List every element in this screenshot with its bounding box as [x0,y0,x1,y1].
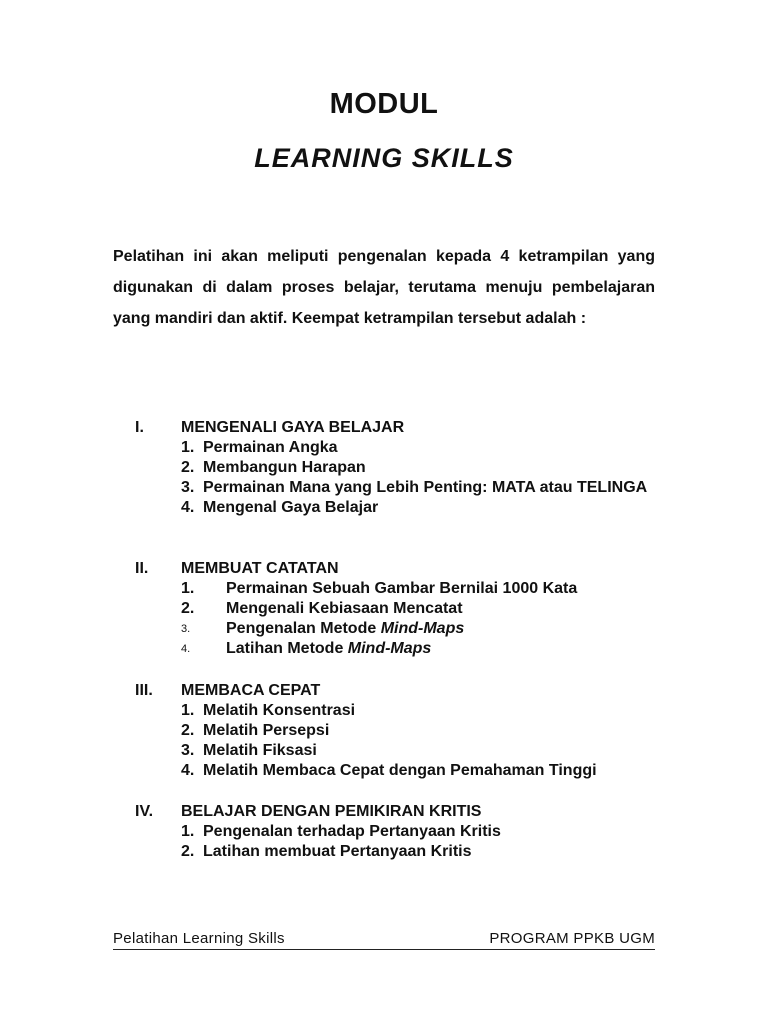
section-numeral: I. [135,419,144,436]
item-number: 1. [181,702,195,719]
section-numeral: IV. [135,803,154,820]
list-item [181,761,655,781]
item-text-main: Latihan Metode [226,640,348,657]
item-text: Membangun Harapan [203,459,366,476]
list-item [181,599,655,619]
list-item [181,619,655,639]
item-text: Mengenali Kebiasaan Mencatat [226,600,463,617]
item-text-main: Pengenalan Metode [226,620,381,637]
list-item [181,478,655,498]
item-number: 1. [181,823,195,840]
item-text [226,639,655,659]
list-item [181,438,655,458]
document-subtitle: LEARNING SKILLS [254,143,514,173]
item-number: 2. [181,722,195,739]
section-heading: MENGENALI GAYA BELAJAR [181,419,405,436]
item-text-emphasis: Mind-Maps [347,640,432,657]
item-number: 3. [181,479,195,496]
item-number: 3. [181,623,191,635]
item-text [226,619,655,639]
section-numeral: III. [135,682,153,699]
item-text: Pengenalan terhadap Pertanyaan Kritis [203,823,501,840]
item-text: Melatih Konsentrasi [203,702,356,719]
list-item [181,701,655,721]
document-title: MODUL [329,88,439,120]
footer-left-text: Pelatihan Learning Skills [113,930,285,947]
section-heading: MEMBACA CEPAT [181,682,321,699]
item-text: Melatih Fiksasi [203,742,317,759]
list-item [181,842,655,862]
list-item [181,822,655,842]
item-number: 2. [181,459,195,476]
intro-paragraph: Pelatihan ini akan meliputi pengenalan kepada 4 ketrampilan yang digunakan di dalam proses belajar, terutama menuju pembelajaran yang mandiri dan aktif. Keempat ketrampilan tersebut adalah : [113,248,655,327]
item-number: 3. [181,742,195,759]
list-item [181,721,655,741]
section-items [181,579,655,659]
item-text: Permainan Mana yang Lebih Penting: MATA atau TELINGA [203,479,648,496]
list-item [181,639,655,659]
list-item [181,579,655,599]
item-text: Mengenal Gaya Belajar [203,499,379,516]
item-text-emphasis: Mind-Maps [380,620,465,637]
section-numeral: II. [135,560,149,577]
item-number: 2. [181,843,195,860]
item-text: Latihan membuat Pertanyaan Kritis [203,843,472,860]
item-text: Permainan Sebuah Gambar Bernilai 1000 Kata [226,580,578,597]
section-items [181,822,655,862]
item-text: Permainan Angka [203,439,338,456]
item-text: Melatih Persepsi [203,722,330,739]
item-number: 4. [181,762,195,779]
footer-right-text: PROGRAM PPKB UGM [489,930,655,947]
item-number: 1. [181,580,195,597]
list-item [181,458,655,478]
item-number: 1. [181,439,195,456]
item-number: 4. [181,499,195,516]
section-heading: BELAJAR DENGAN PEMIKIRAN KRITIS [181,803,482,820]
list-item [181,741,655,761]
section-heading: MEMBUAT CATATAN [181,560,339,577]
item-text: Melatih Membaca Cepat dengan Pemahaman Tinggi [203,762,597,779]
section-items [181,701,655,781]
section-items [181,438,655,518]
footer-divider [113,949,655,950]
item-number: 2. [181,600,195,617]
list-item [181,498,655,518]
item-number: 4. [181,643,191,655]
